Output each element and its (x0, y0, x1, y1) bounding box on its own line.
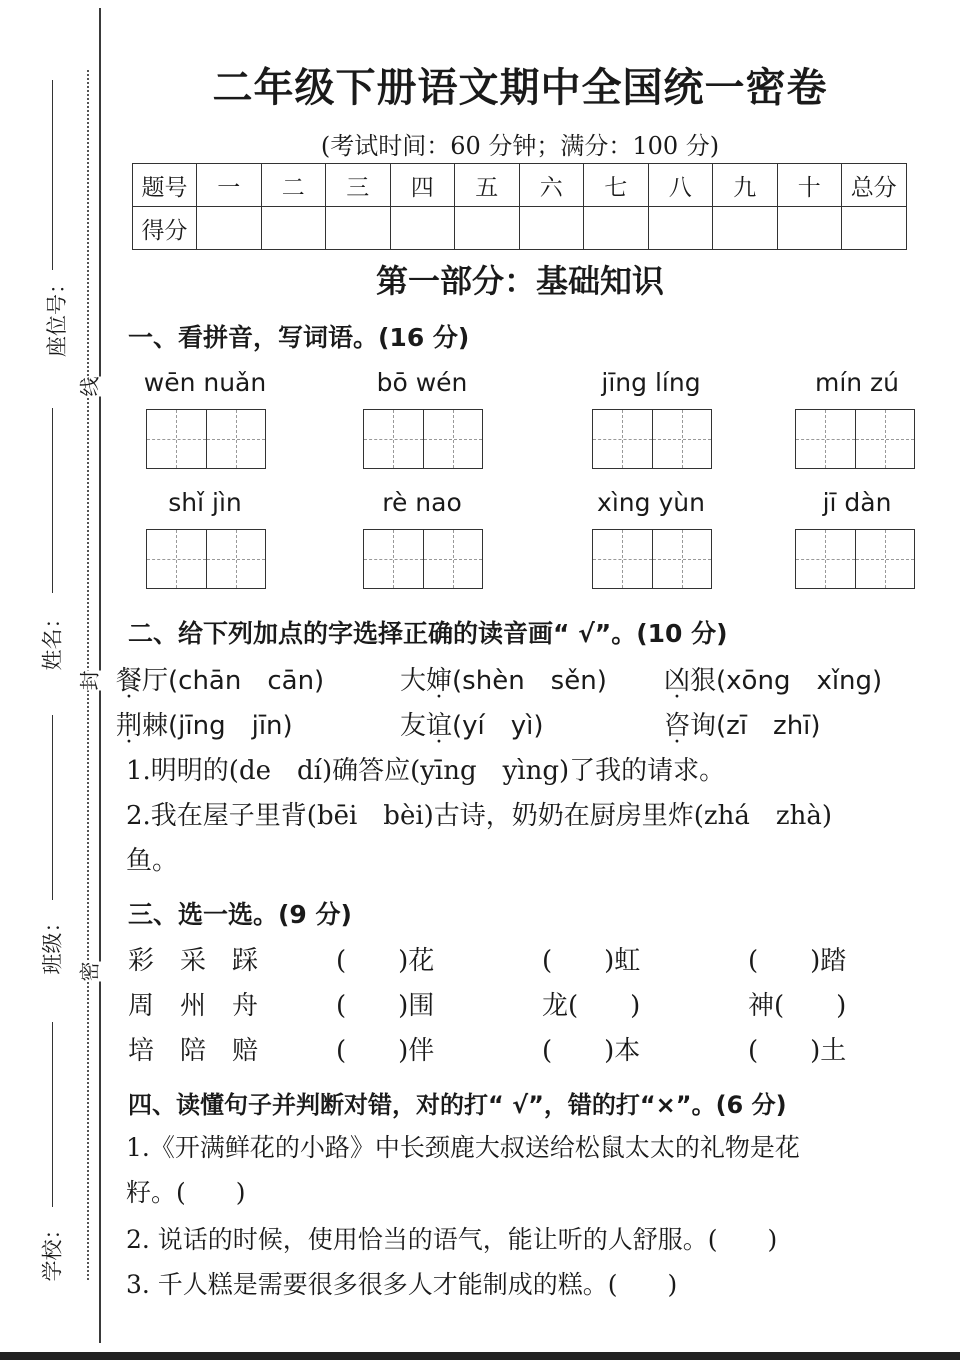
q1-writing-grid-5[interactable] (146, 529, 266, 589)
q2-item-zixun (664, 705, 821, 742)
q2-sentence-2-cont: 鱼。 (126, 846, 179, 876)
q1-writing-grid-2[interactable] (363, 409, 483, 469)
q3-row3-blank3[interactable]: ( )土 (748, 1036, 847, 1066)
q2-item-jingji (116, 705, 293, 742)
q3-heading: 三、选一选。(9 分) (128, 900, 352, 929)
q1-pinyin-3: jīng líng (601, 368, 701, 397)
score-table-head-label: 题号 (133, 164, 197, 207)
score-col-9: 九 (713, 164, 778, 207)
school-label: 学校： (40, 1218, 65, 1282)
score-cell[interactable] (390, 207, 455, 250)
q3-row1-chars: 彩 采 踩 (128, 946, 259, 976)
q2-options[interactable]: (zī zhī) (716, 711, 821, 741)
q2-item-dashen (400, 660, 607, 697)
q2-dotted-char: 谊 (426, 711, 453, 741)
name-label: 姓名： (40, 607, 65, 671)
seal-char-feng: 封 (72, 671, 105, 691)
score-col-1: 一 (197, 164, 262, 207)
q2-dotted-char: 咨 (664, 711, 691, 741)
q2-sentence-2[interactable]: 2.我在屋子里背(bēi bèi)古诗，奶奶在厨房里炸(zhá zhà) (126, 801, 832, 831)
q2-char: 询 (690, 711, 717, 741)
seat-number-label: 座位号： (45, 273, 69, 357)
q3-row2-blank1[interactable]: ( )围 (336, 991, 435, 1021)
q4-statement-2[interactable]: 2. 说话的时候，使用恰当的语气，能让听的人舒服。( ) (126, 1225, 778, 1254)
score-cell[interactable] (648, 207, 713, 250)
q1-writing-grid-1[interactable] (146, 409, 266, 469)
class-line[interactable] (52, 715, 53, 900)
q1-pinyin-1: wēn nuǎn (143, 368, 267, 397)
score-cell[interactable] (713, 207, 778, 250)
class-label: 班级： (40, 911, 65, 975)
q3-row3-blank2[interactable]: ( )本 (542, 1036, 641, 1066)
q4-statement-3[interactable]: 3. 千人糕是需要很多很多人才能制成的糕。( ) (126, 1270, 678, 1299)
exam-subtitle: (考试时间：60 分钟；满分：100 分) (320, 132, 720, 160)
part1-title: 第一部分：基础知识 (375, 262, 664, 300)
q2-heading: 二、给下列加点的字选择正确的读音画“ √”。(10 分) (128, 619, 728, 648)
q2-item-xionghen (664, 660, 882, 697)
q2-dotted-char: 餐 (116, 666, 143, 696)
q3-row1-blank3[interactable]: ( )踏 (748, 946, 847, 976)
score-cell[interactable] (842, 207, 907, 250)
q1-pinyin-4: mín zú (814, 368, 900, 397)
q2-dotted-char: 凶 (664, 666, 691, 696)
score-col-10: 十 (777, 164, 842, 207)
q3-row2-chars: 周 州 舟 (128, 991, 259, 1021)
q2-options[interactable]: (xōng xǐng) (716, 666, 883, 696)
score-col-4: 四 (390, 164, 455, 207)
q2-sentence-1[interactable]: 1.明明的(de dí)确答应(yīng yìng)了我的请求。 (126, 756, 726, 786)
q2-char: 大 (400, 666, 427, 696)
seal-char-xian: 线 (72, 377, 105, 397)
q1-writing-grid-8[interactable] (795, 529, 915, 589)
score-col-3: 三 (326, 164, 391, 207)
q1-pinyin-5: shǐ jìn (168, 488, 242, 517)
score-cell[interactable] (261, 207, 326, 250)
bottom-edge (0, 1352, 960, 1360)
score-col-5: 五 (455, 164, 520, 207)
q2-item-youyi (400, 705, 544, 742)
score-col-6: 六 (519, 164, 584, 207)
score-row-label: 得分 (133, 207, 197, 250)
q2-options[interactable]: (yí yì) (452, 711, 544, 741)
name-line[interactable] (52, 408, 53, 593)
seal-char-mi: 密 (72, 962, 105, 982)
q2-options[interactable]: (shèn sěn) (452, 666, 607, 696)
score-col-7: 七 (584, 164, 649, 207)
q1-writing-grid-3[interactable] (592, 409, 712, 469)
q1-pinyin-2: bō wén (376, 368, 468, 397)
score-table (132, 163, 907, 250)
q3-row1-blank2[interactable]: ( )虹 (542, 946, 641, 976)
exam-title: 二年级下册语文期中全国统一密卷 (212, 65, 828, 111)
q1-writing-grid-6[interactable] (363, 529, 483, 589)
q4-heading: 四、读懂句子并判断对错，对的打“ √”，错的打“×”。(6 分) (128, 1091, 787, 1119)
q4-statement-1-answer[interactable]: 籽。( ) (126, 1178, 246, 1207)
q3-row3-chars: 培 陪 赔 (128, 1036, 259, 1066)
q2-options[interactable]: 厅(chān cān) (142, 666, 325, 696)
q2-char: 狠 (690, 666, 717, 696)
score-col-2: 二 (261, 164, 326, 207)
q3-row2-blank2[interactable]: 龙( ) (542, 991, 641, 1021)
seat-number-line[interactable] (52, 80, 53, 270)
score-cell[interactable] (519, 207, 584, 250)
q3-row3-blank1[interactable]: ( )伴 (336, 1036, 435, 1066)
score-table-score-row (133, 207, 907, 250)
q1-pinyin-8: jī dàn (822, 488, 892, 517)
q3-row2-blank3[interactable]: 神( ) (748, 991, 847, 1021)
q2-dotted-char: 荆 (116, 711, 143, 741)
score-col-total: 总分 (842, 164, 907, 207)
q4-statement-1: 1.《开满鲜花的小路》中长颈鹿大叔送给松鼠太太的礼物是花 (126, 1133, 800, 1162)
q2-options[interactable]: 棘(jīng jīn) (142, 711, 293, 741)
q1-writing-grid-4[interactable] (795, 409, 915, 469)
score-table-header-row (133, 164, 907, 207)
score-col-8: 八 (648, 164, 713, 207)
score-cell[interactable] (326, 207, 391, 250)
q1-heading: 一、看拼音，写词语。(16 分) (128, 323, 470, 352)
q1-pinyin-6: rè nao (382, 488, 462, 517)
score-cell[interactable] (197, 207, 262, 250)
q1-pinyin-7: xìng yùn (597, 488, 705, 517)
q3-row1-blank1[interactable]: ( )花 (336, 946, 435, 976)
score-cell[interactable] (584, 207, 649, 250)
q2-char: 友 (400, 711, 427, 741)
score-cell[interactable] (455, 207, 520, 250)
q2-dotted-char: 婶 (426, 666, 453, 696)
score-cell[interactable] (777, 207, 842, 250)
school-line[interactable] (52, 1022, 53, 1207)
q1-writing-grid-7[interactable] (592, 529, 712, 589)
q2-item-canting (116, 660, 324, 697)
